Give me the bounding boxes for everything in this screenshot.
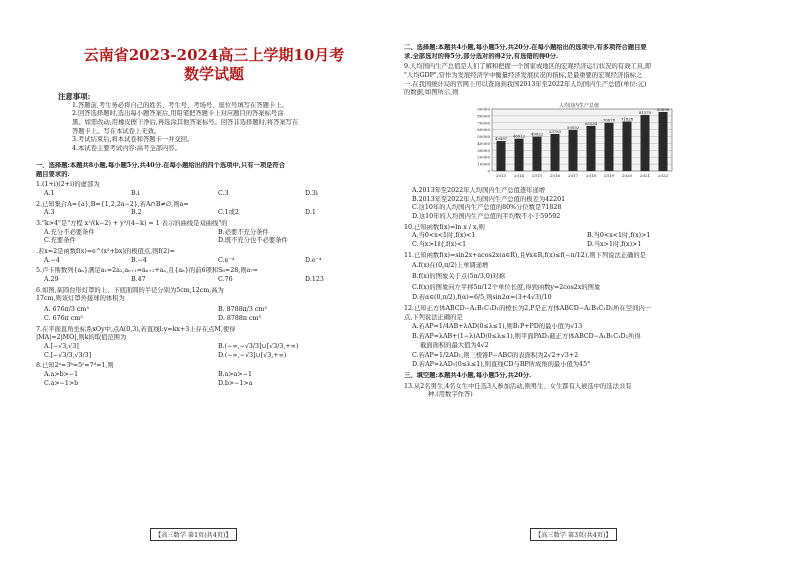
option-c: C.76 xyxy=(218,276,233,284)
option-b: B.当0<x<1时,f(x)>1 xyxy=(587,232,651,240)
bar-value-label: 65534 xyxy=(584,120,598,126)
option-a: A.−4 xyxy=(44,256,60,264)
option-b: B.47 xyxy=(131,276,146,284)
bar-2014 xyxy=(515,139,524,171)
option-c: C.f(x)的图象向左平移5π/12个单位长度,得到函数y=2cos2x的图象 xyxy=(412,283,601,291)
option-d: D.b>−1>a xyxy=(218,379,253,387)
bar-value-label: 49922 xyxy=(530,131,544,137)
question-12: 12.已知正方体ABCD−A₁B₁C₁D₁的棱长为2,P是正方体ABCD−A₁B₁C₁D₁所在空间内一 点,下列说法正确的是 A.若AP=1/4AB+λAD(0≤λ≤1),则B₁P+PD的最小值为√13 B.若AP=λAB+(1−λ)AD(0≤λ≤1),则平面PAD₁截正方体ABCD−A₁B₁C₁D₁所得 截面面积的最大值为4√2 C.若AP=1/2AD₁,则三棱锥P−ABC的表面积为2√2+√3+2 D.若AP=λAD₁(0≤λ≤1),则直线CD与BP所成角的最小值为45° xyxy=(404,305,762,370)
x-tick-label: 2020 xyxy=(621,173,633,179)
notice-item: 黑。如需改动,用橡皮擦干净后,再选涂其他答案标号。回答非选择题时,将答案写在 xyxy=(72,119,299,127)
y-tick-label: 70000 xyxy=(477,120,490,126)
bar-value-label: 46912 xyxy=(512,133,526,139)
option-d: D. 8788π cm³ xyxy=(218,314,262,322)
bar-value-label: 53783 xyxy=(548,129,562,135)
question-11: 11.已知函数f(x)=sin2x+acos2x(a∈R),且∀x∈R,f(x)≤f(−π/12),则下列说法正确的是 A.f(x)在(0,π/2)上单调递增 B.f(x)的图象关于点(5π/3,0)对称 C.f(x)的图象向左平移5π/12个单位长度,得到函数y=2cos2x的图象 D.若α∈(0,π/2),f(α)=6/5,则sin2α=(3+4√3)/10 xyxy=(404,252,762,303)
bar-value-label: 59592 xyxy=(566,125,580,131)
option-c: C.充要条件 xyxy=(44,237,76,245)
option-b-continued: 截面面积的最大值为4√2 xyxy=(420,341,489,349)
page-footer-right: 【高三数学 第3页(共4页)】 xyxy=(530,528,617,541)
x-tick-label: 2014 xyxy=(513,173,525,179)
bar-2015 xyxy=(533,137,542,171)
option-b: B.2013年至2022年人均国内生产总值的极差为42201 xyxy=(412,195,566,203)
x-tick-label: 2019 xyxy=(603,173,615,179)
y-tick-label: 80000 xyxy=(477,113,490,119)
option-a: A.29 xyxy=(44,276,59,284)
y-tick-label: 40000 xyxy=(477,141,490,147)
right-column xyxy=(404,44,762,400)
option-b: B. 8788π/3 cm³ xyxy=(218,306,267,314)
option-c: C.3 xyxy=(218,189,229,197)
section-2-heading: 二、选择题:本题共4小题,每小题5分,共20分.在每小题给出的选项中,有多项符合题目要 求.全部选对的得5分,部分选对的得2分,有选错的得0分. xyxy=(404,44,647,60)
bar-2021 xyxy=(641,115,650,171)
option-c: C.这10年的人均国内生产总值的80%分位数是71828 xyxy=(412,204,562,212)
option-c: C.e⁻⁴ xyxy=(218,256,235,264)
notice-item: 1.答题前,考生务必将自己的姓名、考生号、考场号、座位号填写在答题卡上。 xyxy=(72,101,288,109)
option-a: A.a>b>−1 xyxy=(44,370,79,378)
bar-2013 xyxy=(497,141,506,171)
option-d: D.当x>1时,f(x)>1 xyxy=(587,240,642,248)
question-6: 6.如图,某圆台形灯罩的上、下底面圆的半径分别为5cm,12cm,高为 17cm,则该灯罩外接球的体积为 A. 676π/3 cm³ B. 8788π/3 cm³ C. 676π cm³ D. 8788π cm³ xyxy=(36,287,392,324)
x-tick-label: 2015 xyxy=(531,173,543,179)
gdp-bar-chart xyxy=(464,101,678,181)
bar-2017 xyxy=(569,130,578,171)
bar-value-label: 43497 xyxy=(494,136,508,142)
bar-2019 xyxy=(605,123,614,171)
option-b: B.a>a>−1 xyxy=(218,370,252,378)
notice-heading: 注意事项: xyxy=(58,91,91,101)
option-a: A.1 xyxy=(44,189,55,197)
y-tick-label: 30000 xyxy=(477,147,490,153)
option-c: C.a>−1>b xyxy=(44,379,79,387)
option-d: D.123 xyxy=(305,276,324,284)
y-tick-label: 0 xyxy=(487,168,490,174)
page-footer-left: 【高三数学 第1页(共4页)】 xyxy=(150,528,237,541)
y-tick-label: 20000 xyxy=(477,154,490,160)
bar-value-label: 81370 xyxy=(638,110,652,116)
option-d: D.1 xyxy=(305,209,316,217)
option-d: D.若AP=λAD₁(0≤λ≤1),则直线CD与BP所成角的最小值为45° xyxy=(412,361,591,369)
option-d: D.(−∞,−√3]∪[√3,+∞) xyxy=(218,351,287,359)
option-d: D.这10年的人均国内生产总值的平均数不小于59592 xyxy=(412,212,561,220)
option-c: C.1或2 xyxy=(218,209,239,217)
x-tick-label: 2021 xyxy=(639,173,651,179)
x-tick-label: 2017 xyxy=(567,173,579,179)
bar-2016 xyxy=(551,134,560,171)
bar-value-label: 71828 xyxy=(620,116,634,122)
section-3-heading: 三、填空题:本题共4小题,每小题5分,共20分. xyxy=(404,371,532,379)
chart-title: 人均国内生产总值 xyxy=(558,103,600,110)
question-5: 5.卢卡斯数列{aₙ}满足a₁=2a₂,aₙ₊₁=aₙ₊₁+aₙ,且{aₙ}的前6项和S₆=28,则a₇= A.29 B.47 C.76 D.123 xyxy=(36,267,392,284)
option-b: B.−4 xyxy=(131,256,147,264)
option-d: D.3i xyxy=(305,189,318,197)
question-3: 3."k>4"是"方程 x²/(k−2) + y²/(4−k) = 1 表示的曲线是双曲线"的 A.充分不必要条件 B.必要不充分条件 C.充要条件 D.既不充分也不必要条件 xyxy=(36,220,392,246)
option-a: A.[−√3,√3] xyxy=(44,342,79,350)
option-b: B.2 xyxy=(131,209,142,217)
option-a: A. 676π/3 cm³ xyxy=(44,306,89,314)
bar-2018 xyxy=(587,126,596,171)
notice-item: 3.考试结束后,将本试卷和答题卡一并交回。 xyxy=(72,136,194,144)
notice-list xyxy=(72,102,376,154)
option-a: A.2013年至2022年人均国内生产总值逐年递增 xyxy=(412,186,546,194)
option-c: C.若AP=1/2AD₁,则三棱锥P−ABC的表面积为2√2+√3+2 xyxy=(412,351,579,359)
x-tick-label: 2013 xyxy=(495,173,507,179)
x-tick-label: 2022 xyxy=(657,173,669,179)
x-tick-label: 2018 xyxy=(585,173,597,179)
option-d: D.若α∈(0,π/2),f(α)=6/5,则sin2α=(3+4√3)/10 xyxy=(412,294,552,302)
page-subtitle: 数学试题 xyxy=(183,64,244,83)
option-c: C.当x>1时,f(x)<1 xyxy=(412,240,467,248)
x-tick-label: 2016 xyxy=(549,173,561,179)
bar-value-label: 70078 xyxy=(602,117,616,123)
y-tick-label: 90000 xyxy=(477,106,490,112)
option-d: D.e⁻⁴ xyxy=(305,256,322,264)
question-7: 7.在平面直角坐标系xOy中,点A(0,3),若直线l:y=kx+3上存在点M,使得 |MA|=2|MO|,则k的取值范围为 A.[−√3,√3] B.(−∞,−√3/3]∪[√3/3,+∞) C.[−√3/3,√3/3] D.(−∞,−√3]∪[√3,+∞) xyxy=(36,326,392,361)
option-c: C. 676π cm³ xyxy=(44,314,83,322)
option-b: B.若AP=λAB+(1−λ)AD(0≤λ≤1),则平面PAD₁截正方体ABCD−A₁B₁C₁D₁所得 xyxy=(412,333,641,341)
page-title: 云南省2023-2024高三上学期10月考 xyxy=(83,46,345,64)
option-a: A.若AP=1/4AB+λAD(0≤λ≤1),则B₁P+PD的最小值为√13 xyxy=(412,323,583,331)
option-a: A.3 xyxy=(44,209,55,217)
option-b: B.(−∞,−√3/3]∪[√3/3,+∞) xyxy=(218,342,299,350)
option-b: B.f(x)的图象关于点(5π/3,0)对称 xyxy=(412,273,505,280)
question-13: 13.从2名男生,4名女生中任选3人参加活动,则男生、女生都有人被选中的选法共有 种.(用数字作答) xyxy=(404,382,632,399)
bar-2020 xyxy=(623,122,632,171)
option-b: B.i xyxy=(131,189,140,197)
option-a: A.f(x)在(0,π/2)上单调递增 xyxy=(412,262,489,270)
option-c: C.[−√3/3,√3/3] xyxy=(44,351,92,359)
notice-item: 4.本试卷主要考试内容:高考全部内容。 xyxy=(72,145,181,153)
y-tick-label: 50000 xyxy=(477,134,490,140)
question-2: 2.已知集合A={a},B={1,2,2a−2},若A∩B≠∅,则a= A.3 B.2 C.1或2 D.1 xyxy=(36,201,392,218)
question-9: 9.人均国内生产总值是人们了解和把握一个国家或地区的宏观经济运行状况的有效工具,即 "人均GDP",常作为发展经济学中衡量经济发展状况的指标,是最重要的宏观经济指标之 一.在我国统计局的官网上可以查询到我国2013年至2022年人均国内生产总值(单位:元) 的数据,如图所示,则 人均国内生产总值 0 10000 20000 30000 40000 50000 60000 70000 80000 90000 43497 2013 46912 2014 49922 2015 53783 2016 59592 2017 65534 2018 70078 2019 71828 2020 81370 2021 85698 2022 A.2013年至2022年人均国内生产总值逐年递增 B.2013年至2022年人均国内生产总值的极差为42201 C.这10年的人均国内生产总值的80%分位数是71828 D.这10年的人均国内生产总值的平均数不小于59592 xyxy=(404,63,762,221)
question-10: 10.已知函数f(x)=ln x / x,则 A.当0<x<1时,f(x)<1 B.当0<x<1时,f(x)>1 C.当x>1时,f(x)<1 D.当x>1时,f(x)>1 xyxy=(404,224,762,250)
notice-item: 2.回答选择题时,选出每小题答案后,用铅笔把答题卡上对应题目的答案标号涂 xyxy=(72,110,284,118)
question-4: .若x=2是函数f(x)=e^(x²+bx)的极值点,则f(2)= A.−4 B.−4 C.e⁻⁴ D.e⁻⁴ xyxy=(36,248,392,265)
option-a: A.当0<x<1时,f(x)<1 xyxy=(412,232,476,240)
section-1-heading: 一、选择题:本题共8小题,每小题5分,共40分.在每小题给出的四个选项中,只有一项是符合 题目要求的. xyxy=(36,161,286,178)
question-8: 8.已知2ᵃ=3ᵇ=5ᶜ=7ᵈ=1,则 A.a>b>−1 B.a>a>−1 C.a>−1>b D.b>−1>a xyxy=(36,362,392,388)
y-tick-label: 60000 xyxy=(477,127,490,133)
bar-2022 xyxy=(659,112,668,171)
option-a: A.充分不必要条件 xyxy=(44,228,95,236)
bar-value-label: 85698 xyxy=(656,107,670,113)
left-column xyxy=(36,38,392,388)
y-tick-label: 10000 xyxy=(477,161,490,167)
question-1: 1.(1+i)(2+i)的虚部为 A.1 B.i C.3 D.3i xyxy=(36,181,392,198)
notice-item: 答题卡上。写在本试卷上无效。 xyxy=(72,127,161,135)
option-b: B.必要不充分条件 xyxy=(218,228,269,236)
option-d: D.既不充分也不必要条件 xyxy=(218,237,288,245)
